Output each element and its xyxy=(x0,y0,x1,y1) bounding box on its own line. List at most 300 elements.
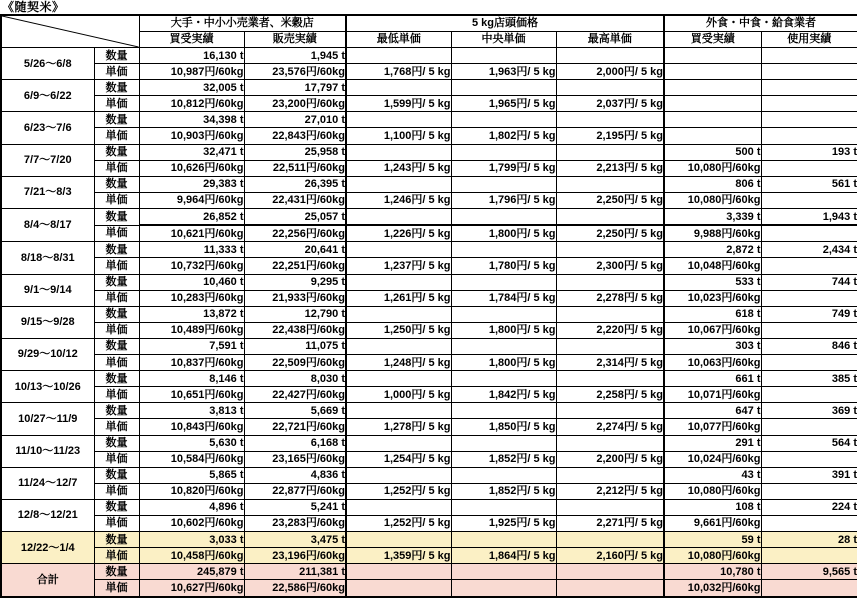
qty-cell-price-max xyxy=(556,371,664,387)
qty-cell-price-max xyxy=(556,306,664,322)
row-label-quantity: 数量 xyxy=(94,48,139,64)
row-label-unit-price: 単価 xyxy=(94,580,139,597)
qty-cell-price-mid xyxy=(451,80,556,96)
qty-cell-foodservice-purchase: 3,339 t xyxy=(664,208,761,225)
qty-cell-retail-purchase: 13,872 t xyxy=(139,306,244,322)
price-cell-retail-sales: 22,511円/60kg xyxy=(244,160,346,176)
price-cell-price-mid: 1,796円/ 5 kg xyxy=(451,192,556,208)
row-label-unit-price: 単価 xyxy=(94,548,139,564)
col-price-min: 最低単価 xyxy=(346,32,451,48)
price-cell-foodservice-usage xyxy=(761,451,857,467)
table-row xyxy=(1,208,857,225)
qty-cell-retail-sales: 11,075 t xyxy=(244,338,346,354)
table-row xyxy=(1,451,857,467)
table-row xyxy=(1,515,857,531)
price-cell-foodservice-purchase: 10,032円/60kg xyxy=(664,580,761,597)
qty-cell-price-min xyxy=(346,80,451,96)
price-cell-price-mid: 1,850円/ 5 kg xyxy=(451,419,556,435)
qty-cell-price-max xyxy=(556,435,664,451)
qty-cell-price-max xyxy=(556,467,664,483)
table-row xyxy=(1,144,857,160)
period-label: 9/29～10/12 xyxy=(1,338,94,370)
price-cell-retail-purchase: 10,621円/60kg xyxy=(139,225,244,242)
table-row xyxy=(1,548,857,564)
qty-cell-retail-sales: 1,945 t xyxy=(244,48,346,64)
period-label: 5/26～6/8 xyxy=(1,48,94,80)
table-row xyxy=(1,532,857,548)
price-cell-price-mid: 1,864円/ 5 kg xyxy=(451,548,556,564)
qty-cell-price-mid xyxy=(451,274,556,290)
qty-cell-price-max xyxy=(556,242,664,258)
row-label-quantity: 数量 xyxy=(94,564,139,580)
qty-cell-retail-sales: 5,669 t xyxy=(244,403,346,419)
price-cell-price-mid: 1,965円/ 5 kg xyxy=(451,96,556,112)
qty-cell-price-max xyxy=(556,80,664,96)
qty-cell-price-min xyxy=(346,208,451,225)
price-cell-foodservice-purchase: 10,080円/60kg xyxy=(664,548,761,564)
period-label: 7/21～8/3 xyxy=(1,176,94,208)
price-cell-price-mid: 1,852円/ 5 kg xyxy=(451,483,556,499)
price-cell-price-min: 1,252円/ 5 kg xyxy=(346,515,451,531)
price-cell-retail-purchase: 10,732円/60kg xyxy=(139,258,244,274)
price-cell-price-min xyxy=(346,580,451,597)
qty-cell-retail-purchase: 34,398 t xyxy=(139,112,244,128)
qty-cell-foodservice-usage: 369 t xyxy=(761,403,857,419)
qty-cell-foodservice-usage: 2,434 t xyxy=(761,242,857,258)
table-row xyxy=(1,290,857,306)
qty-cell-price-min xyxy=(346,306,451,322)
col-retail-purchase: 買受実績 xyxy=(139,32,244,48)
price-cell-price-min: 1,359円/ 5 kg xyxy=(346,548,451,564)
qty-cell-retail-purchase: 32,471 t xyxy=(139,144,244,160)
period-label: 6/23～7/6 xyxy=(1,112,94,144)
qty-cell-foodservice-usage: 385 t xyxy=(761,371,857,387)
period-label: 合計 xyxy=(1,564,94,597)
qty-cell-price-max xyxy=(556,532,664,548)
row-label-quantity: 数量 xyxy=(94,306,139,322)
qty-cell-price-mid xyxy=(451,532,556,548)
qty-cell-retail-sales: 17,797 t xyxy=(244,80,346,96)
qty-cell-price-min xyxy=(346,48,451,64)
price-cell-retail-purchase: 10,626円/60kg xyxy=(139,160,244,176)
table-row xyxy=(1,160,857,176)
qty-cell-price-mid xyxy=(451,112,556,128)
qty-cell-price-max xyxy=(556,564,664,580)
price-cell-retail-sales: 23,196円/60kg xyxy=(244,548,346,564)
qty-cell-foodservice-purchase: 303 t xyxy=(664,338,761,354)
price-cell-price-max: 2,037円/ 5 kg xyxy=(556,96,664,112)
qty-cell-retail-sales: 211,381 t xyxy=(244,564,346,580)
qty-cell-retail-sales: 12,790 t xyxy=(244,306,346,322)
row-label-unit-price: 単価 xyxy=(94,483,139,499)
row-label-quantity: 数量 xyxy=(94,338,139,354)
qty-cell-foodservice-purchase: 2,872 t xyxy=(664,242,761,258)
price-cell-price-max: 2,195円/ 5 kg xyxy=(556,128,664,144)
price-cell-foodservice-usage xyxy=(761,515,857,531)
qty-cell-retail-purchase: 8,146 t xyxy=(139,371,244,387)
qty-cell-retail-purchase: 16,130 t xyxy=(139,48,244,64)
qty-cell-retail-purchase: 245,879 t xyxy=(139,564,244,580)
col-price-max: 最高単価 xyxy=(556,32,664,48)
diagonal-line-icon xyxy=(2,16,139,47)
table-row xyxy=(1,176,857,192)
price-cell-price-mid: 1,963円/ 5 kg xyxy=(451,64,556,80)
price-cell-foodservice-usage xyxy=(761,290,857,306)
table-row xyxy=(1,580,857,597)
qty-cell-price-mid xyxy=(451,435,556,451)
price-cell-price-min: 1,278円/ 5 kg xyxy=(346,419,451,435)
table-row xyxy=(1,64,857,80)
qty-cell-price-mid xyxy=(451,338,556,354)
qty-cell-price-max xyxy=(556,144,664,160)
price-cell-price-max: 2,258円/ 5 kg xyxy=(556,387,664,403)
qty-cell-foodservice-usage: 561 t xyxy=(761,176,857,192)
col-retail-sales: 販売実績 xyxy=(244,32,346,48)
qty-cell-retail-purchase: 29,383 t xyxy=(139,176,244,192)
price-cell-foodservice-purchase: 10,048円/60kg xyxy=(664,258,761,274)
qty-cell-price-min xyxy=(346,338,451,354)
row-label-unit-price: 単価 xyxy=(94,225,139,242)
qty-cell-price-mid xyxy=(451,176,556,192)
qty-cell-retail-sales: 25,958 t xyxy=(244,144,346,160)
qty-cell-foodservice-usage: 564 t xyxy=(761,435,857,451)
price-cell-price-mid: 1,799円/ 5 kg xyxy=(451,160,556,176)
price-cell-retail-purchase: 10,837円/60kg xyxy=(139,355,244,371)
price-cell-retail-sales: 22,509円/60kg xyxy=(244,355,346,371)
row-label-unit-price: 単価 xyxy=(94,387,139,403)
row-label-unit-price: 単価 xyxy=(94,322,139,338)
row-label-quantity: 数量 xyxy=(94,532,139,548)
price-cell-price-min: 1,246円/ 5 kg xyxy=(346,192,451,208)
row-label-unit-price: 単価 xyxy=(94,355,139,371)
price-cell-price-max: 2,278円/ 5 kg xyxy=(556,290,664,306)
qty-cell-price-min xyxy=(346,274,451,290)
qty-cell-foodservice-usage xyxy=(761,48,857,64)
price-cell-retail-purchase: 10,820円/60kg xyxy=(139,483,244,499)
price-cell-price-max: 2,250円/ 5 kg xyxy=(556,192,664,208)
period-label: 9/15～9/28 xyxy=(1,306,94,338)
period-label: 9/1～9/14 xyxy=(1,274,94,306)
price-cell-foodservice-usage xyxy=(761,96,857,112)
page-title: 《随契米》 xyxy=(2,0,65,14)
qty-cell-retail-purchase: 5,630 t xyxy=(139,435,244,451)
price-cell-price-mid: 1,802円/ 5 kg xyxy=(451,128,556,144)
table-row xyxy=(1,48,857,64)
table-row xyxy=(1,403,857,419)
qty-cell-foodservice-purchase: 500 t xyxy=(664,144,761,160)
row-label-quantity: 数量 xyxy=(94,80,139,96)
qty-cell-foodservice-purchase xyxy=(664,80,761,96)
qty-cell-price-max xyxy=(556,338,664,354)
qty-cell-price-mid xyxy=(451,371,556,387)
price-cell-retail-purchase: 9,964円/60kg xyxy=(139,192,244,208)
qty-cell-foodservice-usage xyxy=(761,112,857,128)
qty-cell-retail-sales: 4,836 t xyxy=(244,467,346,483)
table-row xyxy=(1,258,857,274)
qty-cell-price-mid xyxy=(451,499,556,515)
table-row xyxy=(1,225,857,242)
table-row xyxy=(1,322,857,338)
colgroup-foodservice: 外食・中食・給食業者 xyxy=(664,15,857,32)
price-cell-price-mid xyxy=(451,580,556,597)
price-cell-retail-sales: 22,427円/60kg xyxy=(244,387,346,403)
price-cell-retail-sales: 22,431円/60kg xyxy=(244,192,346,208)
price-cell-price-max: 2,220円/ 5 kg xyxy=(556,322,664,338)
period-label: 10/27～11/9 xyxy=(1,403,94,435)
qty-cell-retail-sales: 6,168 t xyxy=(244,435,346,451)
period-label: 12/22～1/4 xyxy=(1,532,94,564)
qty-cell-retail-sales: 25,057 t xyxy=(244,208,346,225)
price-cell-retail-sales: 23,200円/60kg xyxy=(244,96,346,112)
qty-cell-price-mid xyxy=(451,564,556,580)
row-label-unit-price: 単価 xyxy=(94,96,139,112)
price-cell-price-min: 1,252円/ 5 kg xyxy=(346,483,451,499)
price-cell-price-max: 2,213円/ 5 kg xyxy=(556,160,664,176)
period-label: 11/10～11/23 xyxy=(1,435,94,467)
table-row xyxy=(1,371,857,387)
price-cell-price-min: 1,599円/ 5 kg xyxy=(346,96,451,112)
period-label: 6/9～6/22 xyxy=(1,80,94,112)
price-cell-price-max: 2,160円/ 5 kg xyxy=(556,548,664,564)
price-cell-foodservice-purchase: 10,063円/60kg xyxy=(664,355,761,371)
row-label-unit-price: 単価 xyxy=(94,290,139,306)
qty-cell-price-max xyxy=(556,274,664,290)
price-cell-price-mid: 1,784円/ 5 kg xyxy=(451,290,556,306)
qty-cell-price-min xyxy=(346,371,451,387)
price-cell-foodservice-usage xyxy=(761,258,857,274)
price-cell-foodservice-usage xyxy=(761,192,857,208)
qty-cell-foodservice-purchase: 647 t xyxy=(664,403,761,419)
price-cell-foodservice-usage xyxy=(761,128,857,144)
price-cell-foodservice-purchase: 10,023円/60kg xyxy=(664,290,761,306)
price-cell-foodservice-usage xyxy=(761,322,857,338)
row-label-quantity: 数量 xyxy=(94,371,139,387)
qty-cell-price-mid xyxy=(451,467,556,483)
qty-cell-foodservice-purchase xyxy=(664,112,761,128)
qty-cell-foodservice-purchase: 291 t xyxy=(664,435,761,451)
price-cell-foodservice-usage xyxy=(761,355,857,371)
price-cell-retail-purchase: 10,903円/60kg xyxy=(139,128,244,144)
price-cell-foodservice-purchase: 10,071円/60kg xyxy=(664,387,761,403)
row-label-quantity: 数量 xyxy=(94,208,139,225)
price-cell-retail-purchase: 10,987円/60kg xyxy=(139,64,244,80)
price-cell-foodservice-purchase: 10,067円/60kg xyxy=(664,322,761,338)
price-cell-foodservice-usage xyxy=(761,225,857,242)
qty-cell-price-min xyxy=(346,532,451,548)
qty-cell-price-max xyxy=(556,208,664,225)
row-label-unit-price: 単価 xyxy=(94,419,139,435)
price-cell-foodservice-purchase: 10,024円/60kg xyxy=(664,451,761,467)
price-cell-price-max: 2,212円/ 5 kg xyxy=(556,483,664,499)
price-cell-price-max: 2,200円/ 5 kg xyxy=(556,451,664,467)
table-row xyxy=(1,274,857,290)
price-cell-price-min: 1,768円/ 5 kg xyxy=(346,64,451,80)
price-cell-retail-purchase: 10,651円/60kg xyxy=(139,387,244,403)
price-cell-price-mid: 1,852円/ 5 kg xyxy=(451,451,556,467)
qty-cell-foodservice-purchase: 43 t xyxy=(664,467,761,483)
price-cell-retail-sales: 21,933円/60kg xyxy=(244,290,346,306)
qty-cell-retail-purchase: 7,591 t xyxy=(139,338,244,354)
qty-cell-price-min xyxy=(346,467,451,483)
qty-cell-price-max xyxy=(556,403,664,419)
table-row xyxy=(1,435,857,451)
price-cell-foodservice-purchase: 9,661円/60kg xyxy=(664,515,761,531)
price-cell-price-max: 2,314円/ 5 kg xyxy=(556,355,664,371)
price-cell-foodservice-purchase: 10,077円/60kg xyxy=(664,419,761,435)
qty-cell-retail-sales: 27,010 t xyxy=(244,112,346,128)
price-cell-retail-sales: 23,576円/60kg xyxy=(244,64,346,80)
qty-cell-foodservice-usage: 846 t xyxy=(761,338,857,354)
col-foodservice-purchase: 買受実績 xyxy=(664,32,761,48)
table-row xyxy=(1,80,857,96)
qty-cell-price-mid xyxy=(451,48,556,64)
qty-cell-foodservice-purchase: 108 t xyxy=(664,499,761,515)
qty-cell-foodservice-purchase: 59 t xyxy=(664,532,761,548)
period-label: 7/7～7/20 xyxy=(1,144,94,176)
price-cell-retail-sales: 22,721円/60kg xyxy=(244,419,346,435)
row-label-quantity: 数量 xyxy=(94,242,139,258)
qty-cell-foodservice-purchase: 618 t xyxy=(664,306,761,322)
qty-cell-price-max xyxy=(556,499,664,515)
qty-cell-retail-purchase: 3,033 t xyxy=(139,532,244,548)
price-cell-price-mid: 1,780円/ 5 kg xyxy=(451,258,556,274)
row-label-quantity: 数量 xyxy=(94,274,139,290)
qty-cell-retail-sales: 20,641 t xyxy=(244,242,346,258)
qty-cell-retail-sales: 26,395 t xyxy=(244,176,346,192)
price-cell-foodservice-usage xyxy=(761,160,857,176)
qty-cell-retail-purchase: 5,865 t xyxy=(139,467,244,483)
table-row xyxy=(1,499,857,515)
row-label-quantity: 数量 xyxy=(94,112,139,128)
price-cell-foodservice-usage xyxy=(761,580,857,597)
price-cell-foodservice-purchase: 10,080円/60kg xyxy=(664,192,761,208)
row-label-unit-price: 単価 xyxy=(94,128,139,144)
qty-cell-price-mid xyxy=(451,403,556,419)
price-cell-retail-purchase: 10,283円/60kg xyxy=(139,290,244,306)
price-cell-price-mid: 1,925円/ 5 kg xyxy=(451,515,556,531)
price-cell-retail-purchase: 10,584円/60kg xyxy=(139,451,244,467)
qty-cell-price-mid xyxy=(451,306,556,322)
price-cell-foodservice-usage xyxy=(761,64,857,80)
qty-cell-foodservice-usage xyxy=(761,80,857,96)
table-row xyxy=(1,419,857,435)
qty-cell-price-min xyxy=(346,403,451,419)
qty-cell-retail-purchase: 3,813 t xyxy=(139,403,244,419)
qty-cell-foodservice-usage: 224 t xyxy=(761,499,857,515)
row-label-unit-price: 単価 xyxy=(94,160,139,176)
header-group-row xyxy=(1,15,857,32)
qty-cell-price-mid xyxy=(451,144,556,160)
price-cell-price-min: 1,000円/ 5 kg xyxy=(346,387,451,403)
qty-cell-foodservice-usage: 1,943 t xyxy=(761,208,857,225)
qty-cell-foodservice-usage: 9,565 t xyxy=(761,564,857,580)
price-cell-price-max: 2,000円/ 5 kg xyxy=(556,64,664,80)
table-row xyxy=(1,387,857,403)
rice-price-table xyxy=(0,14,857,598)
row-label-quantity: 数量 xyxy=(94,176,139,192)
row-label-quantity: 数量 xyxy=(94,435,139,451)
corner-diagonal-cell xyxy=(1,15,139,48)
qty-cell-retail-purchase: 32,005 t xyxy=(139,80,244,96)
qty-cell-foodservice-usage: 28 t xyxy=(761,532,857,548)
qty-cell-retail-purchase: 26,852 t xyxy=(139,208,244,225)
qty-cell-foodservice-usage: 193 t xyxy=(761,144,857,160)
price-cell-retail-sales: 22,256円/60kg xyxy=(244,225,346,242)
period-label: 11/24～12/7 xyxy=(1,467,94,499)
price-cell-retail-sales: 22,586円/60kg xyxy=(244,580,346,597)
price-cell-price-min: 1,250円/ 5 kg xyxy=(346,322,451,338)
price-cell-price-min: 1,100円/ 5 kg xyxy=(346,128,451,144)
qty-cell-price-min xyxy=(346,435,451,451)
table-row xyxy=(1,112,857,128)
qty-cell-foodservice-usage: 749 t xyxy=(761,306,857,322)
qty-cell-foodservice-usage: 744 t xyxy=(761,274,857,290)
qty-cell-price-mid xyxy=(451,208,556,225)
qty-cell-foodservice-purchase: 806 t xyxy=(664,176,761,192)
qty-cell-foodservice-purchase: 533 t xyxy=(664,274,761,290)
table-row xyxy=(1,96,857,112)
table-body xyxy=(1,48,857,598)
qty-cell-price-min xyxy=(346,176,451,192)
qty-cell-price-max xyxy=(556,48,664,64)
table-row xyxy=(1,242,857,258)
qty-cell-retail-sales: 8,030 t xyxy=(244,371,346,387)
price-cell-price-min: 1,226円/ 5 kg xyxy=(346,225,451,242)
price-cell-retail-purchase: 10,627円/60kg xyxy=(139,580,244,597)
qty-cell-foodservice-purchase: 10,780 t xyxy=(664,564,761,580)
price-cell-price-min: 1,248円/ 5 kg xyxy=(346,355,451,371)
price-cell-price-mid: 1,842円/ 5 kg xyxy=(451,387,556,403)
col-price-mid: 中央単価 xyxy=(451,32,556,48)
row-label-unit-price: 単価 xyxy=(94,451,139,467)
row-label-quantity: 数量 xyxy=(94,403,139,419)
qty-cell-retail-purchase: 4,896 t xyxy=(139,499,244,515)
qty-cell-price-min xyxy=(346,499,451,515)
price-cell-price-max xyxy=(556,580,664,597)
price-cell-foodservice-purchase xyxy=(664,96,761,112)
qty-cell-price-min xyxy=(346,112,451,128)
price-cell-foodservice-usage xyxy=(761,419,857,435)
qty-cell-price-min xyxy=(346,564,451,580)
row-label-unit-price: 単価 xyxy=(94,64,139,80)
qty-cell-retail-purchase: 11,333 t xyxy=(139,242,244,258)
price-cell-retail-sales: 23,283円/60kg xyxy=(244,515,346,531)
price-cell-retail-purchase: 10,489円/60kg xyxy=(139,322,244,338)
price-cell-foodservice-usage xyxy=(761,387,857,403)
price-cell-price-max: 2,250円/ 5 kg xyxy=(556,225,664,242)
price-cell-retail-purchase: 10,843円/60kg xyxy=(139,419,244,435)
price-cell-retail-purchase: 10,602円/60kg xyxy=(139,515,244,531)
table-row xyxy=(1,192,857,208)
table-row xyxy=(1,306,857,322)
table-row xyxy=(1,564,857,580)
price-cell-price-min: 1,254円/ 5 kg xyxy=(346,451,451,467)
price-cell-price-max: 2,274円/ 5 kg xyxy=(556,419,664,435)
table-row xyxy=(1,483,857,499)
price-cell-foodservice-purchase xyxy=(664,128,761,144)
row-label-unit-price: 単価 xyxy=(94,192,139,208)
price-cell-price-mid: 1,800円/ 5 kg xyxy=(451,322,556,338)
row-label-quantity: 数量 xyxy=(94,144,139,160)
qty-cell-price-mid xyxy=(451,242,556,258)
price-cell-price-min: 1,243円/ 5 kg xyxy=(346,160,451,176)
price-cell-retail-sales: 23,165円/60kg xyxy=(244,451,346,467)
qty-cell-retail-purchase: 10,460 t xyxy=(139,274,244,290)
price-cell-retail-purchase: 10,458円/60kg xyxy=(139,548,244,564)
price-cell-foodservice-purchase: 10,080円/60kg xyxy=(664,483,761,499)
period-label: 10/13～10/26 xyxy=(1,371,94,403)
price-cell-foodservice-purchase xyxy=(664,64,761,80)
